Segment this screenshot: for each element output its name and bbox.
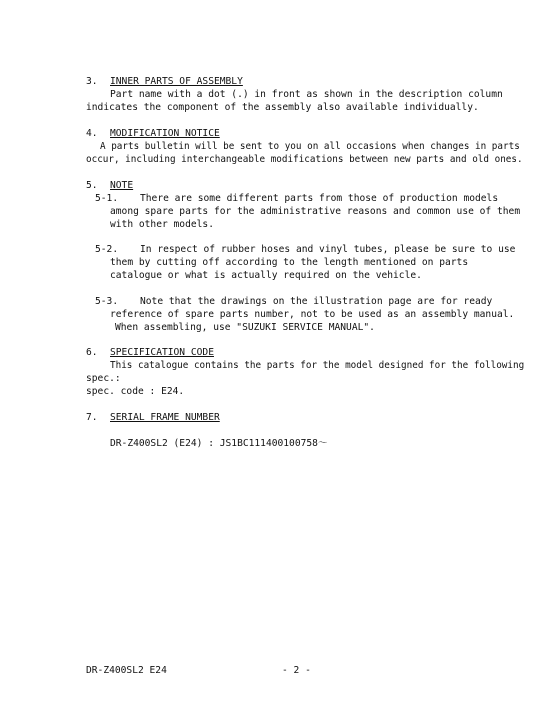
section-3-line-1: Part name with a dot (.) in front as shown in the description column [110, 89, 503, 100]
section-6-line-1: This catalogue contains the parts for the model designed for the following [110, 360, 525, 371]
note-5-3-line-1: Note that the drawings on the illustration page are for ready [140, 296, 493, 307]
note-5-2-line-3: catalogue or what is actually required on the vehicle. [110, 270, 422, 281]
section-6-heading: SPECIFICATION CODE [110, 347, 214, 358]
section-4-line-2: occur, including interchangeable modifications between new parts and old ones. [86, 154, 523, 165]
section-3-line-2: indicates the component of the assembly also available individually. [86, 102, 479, 113]
note-5-1-line-1: There are some different parts from those of production models [140, 193, 499, 204]
section-5-number: 5. [86, 180, 98, 191]
section-4-heading: MODIFICATION NOTICE [110, 128, 220, 139]
note-5-2-number: 5-2. [95, 244, 119, 255]
note-5-3-line-2: reference of spare parts number, not to be used as an assembly manual. [110, 309, 515, 320]
footer-model: DR-Z400SL2 E24 [86, 665, 167, 676]
section-7-heading: SERIAL FRAME NUMBER [110, 412, 220, 423]
section-3-number: 3. [86, 76, 98, 87]
note-5-3-line-3: When assembling, use "SUZUKI SERVICE MANUAL". [115, 322, 375, 333]
note-5-3-number: 5-3. [95, 296, 119, 307]
page-number: - 2 - [282, 665, 311, 676]
section-5-heading: NOTE [110, 180, 134, 191]
note-5-1-line-2: among spare parts for the administrative reasons and common use of them [110, 206, 521, 217]
serial-frame-number: DR-Z400SL2 (E24) : JS1BC111400100758～ [110, 438, 328, 449]
note-5-2-line-1: In respect of rubber hoses and vinyl tubes, please be sure to use [140, 244, 516, 255]
note-5-2-line-2: them by cutting off according to the length mentioned on parts [110, 257, 469, 268]
section-4-line-1: A parts bulletin will be sent to you on all occasions when changes in parts [100, 141, 520, 152]
note-5-1-number: 5-1. [95, 193, 119, 204]
section-6-number: 6. [86, 347, 98, 358]
section-6-line-3: spec. code : E24. [86, 386, 185, 397]
note-5-1-line-3: with other models. [110, 219, 214, 230]
section-3-heading: INNER PARTS OF ASSEMBLY [110, 76, 243, 87]
section-6-line-2: spec.: [86, 373, 121, 384]
section-4-number: 4. [86, 128, 98, 139]
section-7-number: 7. [86, 412, 98, 423]
